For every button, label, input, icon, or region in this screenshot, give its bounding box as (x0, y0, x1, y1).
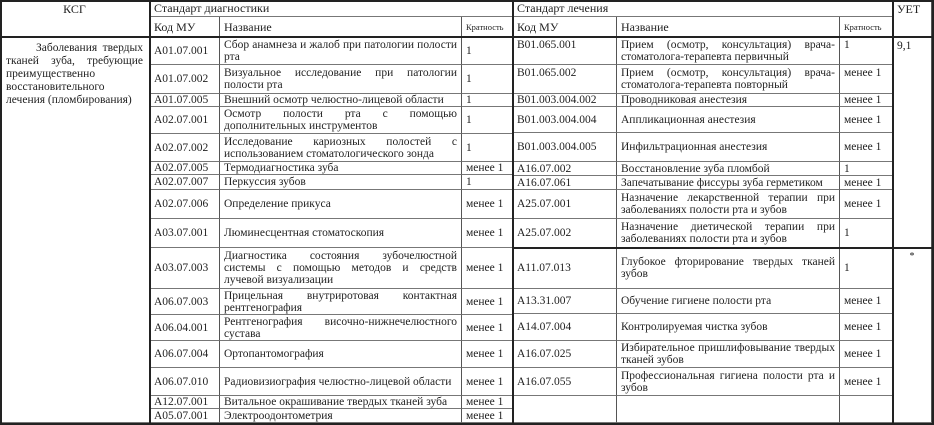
header-diag-mult: Кратность (462, 17, 513, 37)
treat-name-cell (617, 176, 840, 190)
treat-mult-cell (840, 289, 893, 314)
diag-name-cell (220, 341, 462, 368)
diag-name: Рентгенография височно-нижнечелюстного сустава (224, 315, 457, 340)
treat-code-cell (513, 219, 617, 248)
diag-mult: 1 (466, 141, 472, 154)
diag-code-cell (150, 289, 220, 315)
diag-name: Исследование кариозных полостей с использованием стоматологического зонда (224, 135, 457, 160)
treat-code-cell (513, 133, 617, 162)
treat-code-cell (513, 94, 617, 107)
header-treatment-standard: Стандарт лечения (513, 0, 893, 17)
diag-mult-cell (462, 396, 513, 409)
treat-name: Профессиональная гигиена полости рта и зубов (621, 369, 835, 394)
treat-name-cell (617, 162, 840, 176)
treat-code: A16.07.055 (517, 375, 572, 388)
treat-mult: менее 1 (844, 67, 882, 79)
treatment-section-divider (512, 247, 934, 249)
diag-code: A03.07.001 (154, 227, 209, 239)
diag-code-cell (150, 162, 220, 175)
diag-mult: менее 1 (466, 396, 504, 408)
diag-mult-cell (462, 175, 513, 190)
ksg-description (0, 37, 150, 423)
treat-code-cell (513, 396, 617, 423)
diag-mult-cell (462, 190, 513, 219)
diag-code-cell (150, 368, 220, 396)
diag-code-cell (150, 315, 220, 341)
diag-name: Сбор анамнеза и жалоб при патологии полости рта (224, 38, 457, 63)
ksg-text: Заболевания твердых тканей зуба, требующие преимущественно восстановительного лечения (пломбирования) (6, 42, 143, 106)
diag-mult-cell (462, 107, 513, 134)
diag-name-cell (220, 37, 462, 65)
diag-name-cell (220, 315, 462, 341)
diag-code-cell (150, 134, 220, 162)
diag-mult: менее 1 (466, 162, 504, 174)
diag-mult-cell (462, 341, 513, 368)
diag-name-cell (220, 396, 462, 409)
diag-mult-cell (462, 162, 513, 175)
diag-code: A02.07.007 (154, 176, 209, 188)
header-divider (0, 36, 934, 38)
diag-name-cell (220, 94, 462, 107)
diag-mult-cell (462, 134, 513, 162)
diag-code-cell (150, 248, 220, 289)
diag-code: A06.07.004 (154, 348, 209, 360)
diag-code: A02.07.001 (154, 114, 209, 126)
treat-code-cell (513, 368, 617, 396)
treat-code-cell (513, 37, 617, 65)
diag-mult: менее 1 (466, 198, 504, 210)
treat-mult-cell (840, 219, 893, 248)
diag-name: Ортопантомография (224, 348, 324, 360)
diag-mult-cell (462, 219, 513, 248)
diag-code: A06.07.010 (154, 375, 209, 388)
diag-mult-cell (462, 289, 513, 315)
diag-name-cell (220, 289, 462, 315)
diag-code-cell (150, 396, 220, 409)
treat-code-cell (513, 289, 617, 314)
header-treat-name: Название (617, 17, 840, 37)
treat-code: A25.07.002 (517, 227, 572, 239)
diag-mult-cell (462, 94, 513, 107)
diag-mult: менее 1 (466, 295, 504, 308)
treat-name-cell (617, 94, 840, 107)
diag-mult: менее 1 (466, 262, 504, 274)
diag-code: A01.07.001 (154, 44, 209, 57)
treat-name: Избирательное пришлифовывание твердых тканей зубов (621, 342, 835, 366)
treat-code: B01.003.004.004 (517, 113, 597, 126)
treat-name: Инфильтрационная анестезия (621, 141, 768, 153)
treat-code-cell (513, 107, 617, 133)
treat-mult-cell (840, 396, 893, 423)
diag-mult: менее 1 (466, 348, 504, 360)
treat-code: B01.003.004.005 (517, 141, 597, 153)
diag-name-cell (220, 368, 462, 396)
uet-value-main: 9,1 (893, 37, 932, 248)
header-diagnostics-standard: Стандарт диагностики (150, 0, 513, 17)
diag-code: A06.07.003 (154, 295, 209, 308)
treat-mult-cell (840, 248, 893, 289)
diag-name: Витальное окрашивание твердых тканей зуба (224, 396, 448, 408)
treat-mult-cell (840, 37, 893, 65)
header-diag-name: Название (220, 17, 462, 37)
diag-code-cell (150, 107, 220, 134)
treat-name: Глубокое фторирование твердых тканей зубов (621, 256, 835, 280)
treat-mult-cell (840, 176, 893, 190)
treat-mult: 1 (844, 227, 850, 239)
treat-name: Аппликационная анестезия (621, 113, 756, 126)
treat-mult-cell (840, 341, 893, 368)
treat-mult-cell (840, 94, 893, 107)
treat-name-cell (617, 190, 840, 219)
treat-code-cell (513, 190, 617, 219)
diag-code: A06.04.001 (154, 321, 209, 334)
treat-mult: менее 1 (844, 113, 882, 126)
treat-name-cell (617, 248, 840, 289)
treat-code-cell (513, 65, 617, 94)
diag-name-cell (220, 409, 462, 423)
treat-mult-cell (840, 368, 893, 396)
diag-code: A03.07.003 (154, 262, 209, 274)
treat-name-cell (617, 368, 840, 396)
diag-code: A12.07.001 (154, 396, 209, 408)
header-treat-code: Код МУ (513, 17, 617, 37)
treat-name: Контролируемая чистка зубов (621, 321, 768, 333)
treat-name-cell (617, 341, 840, 368)
treat-mult: менее 1 (844, 198, 882, 210)
header-uet: УЕТ (893, 0, 932, 37)
diag-name-cell (220, 65, 462, 94)
diag-code: A02.07.002 (154, 141, 209, 154)
diag-code-cell (150, 37, 220, 65)
treat-code: A16.07.025 (517, 348, 572, 360)
treat-name: Обучение гигиене полости рта (621, 295, 772, 307)
diag-code: A05.07.001 (154, 409, 209, 422)
diag-name: Прицельная внутриротовая контактная рентгенография (224, 289, 457, 314)
treat-mult: менее 1 (844, 321, 882, 333)
diag-code: A02.07.005 (154, 162, 209, 174)
treat-name: Восстановление зуба пломбой (621, 162, 770, 175)
diag-mult: 1 (466, 73, 472, 85)
treat-mult-cell (840, 162, 893, 176)
treat-code: A16.07.002 (517, 162, 572, 175)
diag-name: Перкуссия зубов (224, 176, 306, 188)
treat-mult: менее 1 (844, 176, 882, 189)
diag-mult-cell (462, 368, 513, 396)
diag-name: Визуальное исследование при патологии полости рта (224, 67, 457, 91)
diag-mult: 1 (466, 94, 472, 106)
diag-mult: 1 (466, 114, 472, 126)
treat-name-cell (617, 107, 840, 133)
treat-code-cell (513, 314, 617, 341)
treat-mult: менее 1 (844, 94, 882, 106)
treat-mult: менее 1 (844, 348, 882, 360)
treat-name-cell (617, 65, 840, 94)
diag-code: A01.07.002 (154, 73, 209, 85)
diag-name: Радиовизиография челюстно-лицевой области (224, 375, 452, 388)
diag-name: Термодиагностика зуба (224, 162, 339, 174)
treat-code: A16.07.061 (517, 176, 572, 189)
diag-mult: менее 1 (466, 227, 504, 239)
header-treat-mult: Кратность (840, 17, 893, 37)
treat-mult-cell (840, 65, 893, 94)
treat-name: Прием (осмотр, консультация) врача-стоматолога-терапевта повторный (621, 67, 835, 91)
treat-name: Назначение диетической терапии при заболеваниях полости рта и зубов (621, 221, 835, 245)
treat-code: A11.07.013 (517, 262, 571, 274)
treat-mult-cell (840, 314, 893, 341)
treat-code: B01.003.004.002 (517, 94, 597, 106)
treat-name-cell (617, 133, 840, 162)
treat-code-cell (513, 162, 617, 176)
diag-name-cell (220, 175, 462, 190)
diag-mult: менее 1 (466, 409, 504, 422)
diag-code-cell (150, 94, 220, 107)
treat-mult: менее 1 (844, 295, 882, 307)
diag-code-cell (150, 175, 220, 190)
header-ksg: КСГ (0, 0, 150, 37)
treat-name-cell (617, 37, 840, 65)
treat-mult: менее 1 (844, 141, 882, 153)
treat-name-cell (617, 396, 840, 423)
treat-name: Запечатывание фиссуры зуба герметиком (621, 176, 823, 189)
diag-mult-cell (462, 409, 513, 423)
diag-mult-cell (462, 37, 513, 65)
diag-name-cell (220, 219, 462, 248)
treat-mult-cell (840, 190, 893, 219)
diag-mult-cell (462, 315, 513, 341)
treat-name-cell (617, 314, 840, 341)
treat-code: A14.07.004 (517, 321, 572, 333)
treat-mult: менее 1 (844, 375, 882, 388)
treat-name: Назначение лекарственной терапии при заболеваниях полости рта и зубов (621, 192, 835, 216)
treat-mult: 1 (844, 162, 850, 175)
header-diag-code: Код МУ (150, 17, 220, 37)
diag-mult-cell (462, 248, 513, 289)
diag-name: Диагностика состояния зубочелюстной системы с помощью методов и средств лучевой визуализации (224, 250, 457, 286)
diag-code-cell (150, 341, 220, 368)
diag-name-cell (220, 248, 462, 289)
diag-mult: менее 1 (466, 321, 504, 334)
diag-code-cell (150, 65, 220, 94)
treat-code-cell (513, 176, 617, 190)
uet-value-note: * (893, 248, 932, 423)
treat-name-cell (617, 219, 840, 248)
diag-code-cell (150, 409, 220, 423)
treat-name: Проводниковая анестезия (621, 94, 748, 106)
treat-mult-cell (840, 133, 893, 162)
diag-name: Электроодонтометрия (224, 409, 333, 422)
treat-code-cell (513, 248, 617, 289)
diag-mult: менее 1 (466, 375, 504, 388)
ksg-divider (149, 0, 151, 425)
treat-name-cell (617, 289, 840, 314)
treat-mult: 1 (844, 262, 850, 274)
diag-mult: 1 (466, 44, 472, 57)
treat-mult: 1 (844, 39, 850, 51)
diag-code: A01.07.005 (154, 94, 209, 106)
diag-name: Люминесцентная стоматоскопия (224, 227, 385, 239)
diag-name-cell (220, 134, 462, 162)
diag-treat-divider (512, 0, 514, 425)
uet-divider (892, 0, 894, 425)
diag-name-cell (220, 107, 462, 134)
treat-name: Прием (осмотр, консультация) врача-стоматолога-терапевта первичный (621, 38, 835, 63)
diag-mult: 1 (466, 176, 472, 188)
diag-name-cell (220, 190, 462, 219)
treat-mult-cell (840, 107, 893, 133)
treat-code-cell (513, 341, 617, 368)
diag-code: A02.07.006 (154, 198, 209, 210)
diag-name: Определение прикуса (224, 198, 331, 210)
diag-mult-cell (462, 65, 513, 94)
treat-code: B01.065.001 (517, 39, 577, 51)
diag-name: Внешний осмотр челюстно-лицевой области (224, 94, 444, 106)
diag-name: Осмотр полости рта с помощью дополнительных инструментов (224, 108, 457, 132)
diag-code-cell (150, 219, 220, 248)
diag-code-cell (150, 190, 220, 219)
treat-code: A13.31.007 (517, 295, 572, 307)
treat-code: B01.065.002 (517, 67, 577, 79)
treat-code: A25.07.001 (517, 198, 572, 210)
diag-name-cell (220, 162, 462, 175)
